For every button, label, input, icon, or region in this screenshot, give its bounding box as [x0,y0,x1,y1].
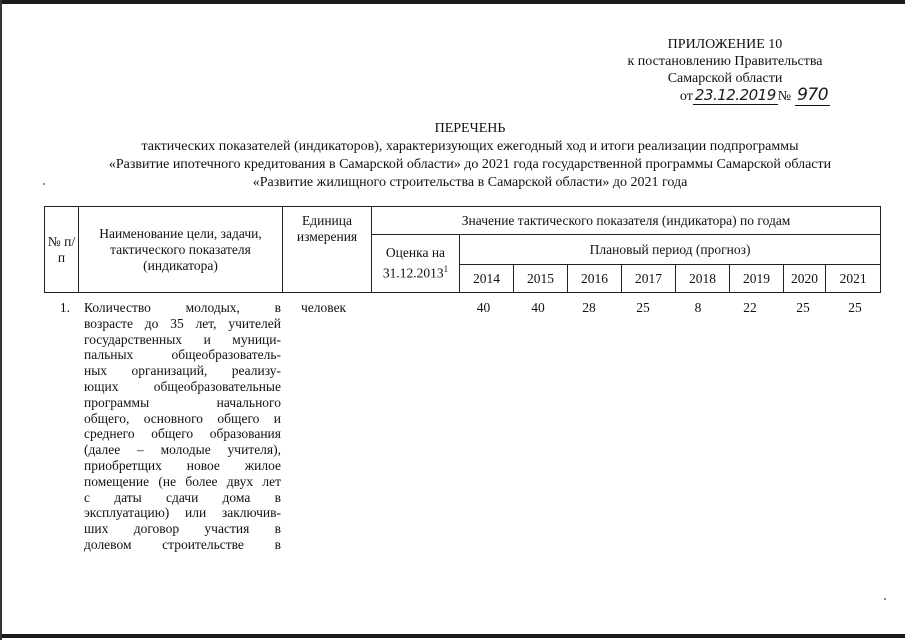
header-year: 2016 [568,265,622,293]
document-heading [40,120,900,192]
header-year: 2014 [460,265,514,293]
appendix-line-1: к постановлению Правительства [627,54,823,69]
row-value: 8 [694,300,702,315]
appendix-date-line [560,87,890,105]
header-year: 2018 [676,265,730,293]
scan-speck [43,183,45,185]
indicator-name-line: (далее – молодые учителя), [84,442,281,458]
from-prefix: от [679,89,693,104]
indicator-name-line: с даты сдачи дома в [84,489,281,505]
indicator-name-line: пальных общеобразователь- [84,347,281,363]
header-unit: Единица измерения [283,207,372,293]
table-row [0,300,905,580]
row-index: 1. [59,300,70,315]
indicator-name-line: ющих общеобразовательные [84,378,281,394]
indicator-name-line: приобретщих новое жилое [84,457,281,473]
row-unit: человек [301,300,347,315]
indicator-name-line: ных организаций, реализу- [84,363,281,379]
indicator-name-line: эксплуатацию) или заключив- [84,505,281,521]
indicator-name-line: программы начального [84,394,281,410]
indicator-name [84,300,281,553]
indicators-table-header [44,206,881,293]
heading-line-1: тактических показателей (индикаторов), характеризующих ежегодный ход и итоги реализации подпрограммы [141,139,799,154]
row-value: 25 [848,300,862,315]
handwritten-date: 23.12.2019 [694,86,776,104]
row-value: 28 [582,300,596,315]
header-plan-period: Плановый период (прогноз) [460,235,881,265]
header-year: 2020 [784,265,826,293]
indicator-name-line: помещение (не более двух лет [84,473,281,489]
row-value: 25 [636,300,650,315]
header-year: 2015 [514,265,568,293]
heading-line-3: «Развитие жилищного строительства в Самарской области» до 2021 года [252,175,688,190]
indicator-name-line: долевом строительстве в [84,536,281,552]
scan-speck [884,598,886,600]
indicator-name-line: общего, основного общего и [84,410,281,426]
header-number: № п/п [45,207,79,293]
indicator-name-line: возрасте до 35 лет, учителей [84,315,281,331]
row-value: 22 [743,300,757,315]
header-estimate-footnote: 1 [443,264,449,275]
appendix-line-2: Самарской области [667,71,783,86]
header-values: Значение тактического показателя (индикатора) по годам [372,207,881,235]
number-prefix: № [777,89,792,104]
row-value: 40 [531,300,545,315]
row-value: 40 [476,300,491,315]
heading-title: ПЕРЕЧЕНЬ [434,121,506,136]
indicator-name-line: ших договор участия в [84,521,281,537]
header-year: 2017 [622,265,676,293]
header-year: 2019 [730,265,784,293]
row-value: 25 [796,300,810,315]
header-year: 2021 [826,265,881,293]
scan-bottom-edge [0,634,905,638]
appendix-block [560,36,890,105]
header-estimate-text: Оценка на 31.12.2013 [382,245,446,281]
indicator-name-line: Количество молодых, в [84,300,281,315]
heading-line-2: «Развитие ипотечного кредитования в Самарской области» до 2021 года государственной программы Самарской области [108,157,832,172]
indicator-name-line: государственных и муници- [84,331,281,347]
header-name: Наименование цели, задачи, тактического показателя (индикатора) [79,207,283,293]
appendix-title: ПРИЛОЖЕНИЕ 10 [667,37,783,52]
scan-top-edge [0,0,905,4]
header-estimate [372,235,460,293]
indicator-name-line: среднего общего образования [84,426,281,442]
handwritten-number: 970 [797,85,829,105]
